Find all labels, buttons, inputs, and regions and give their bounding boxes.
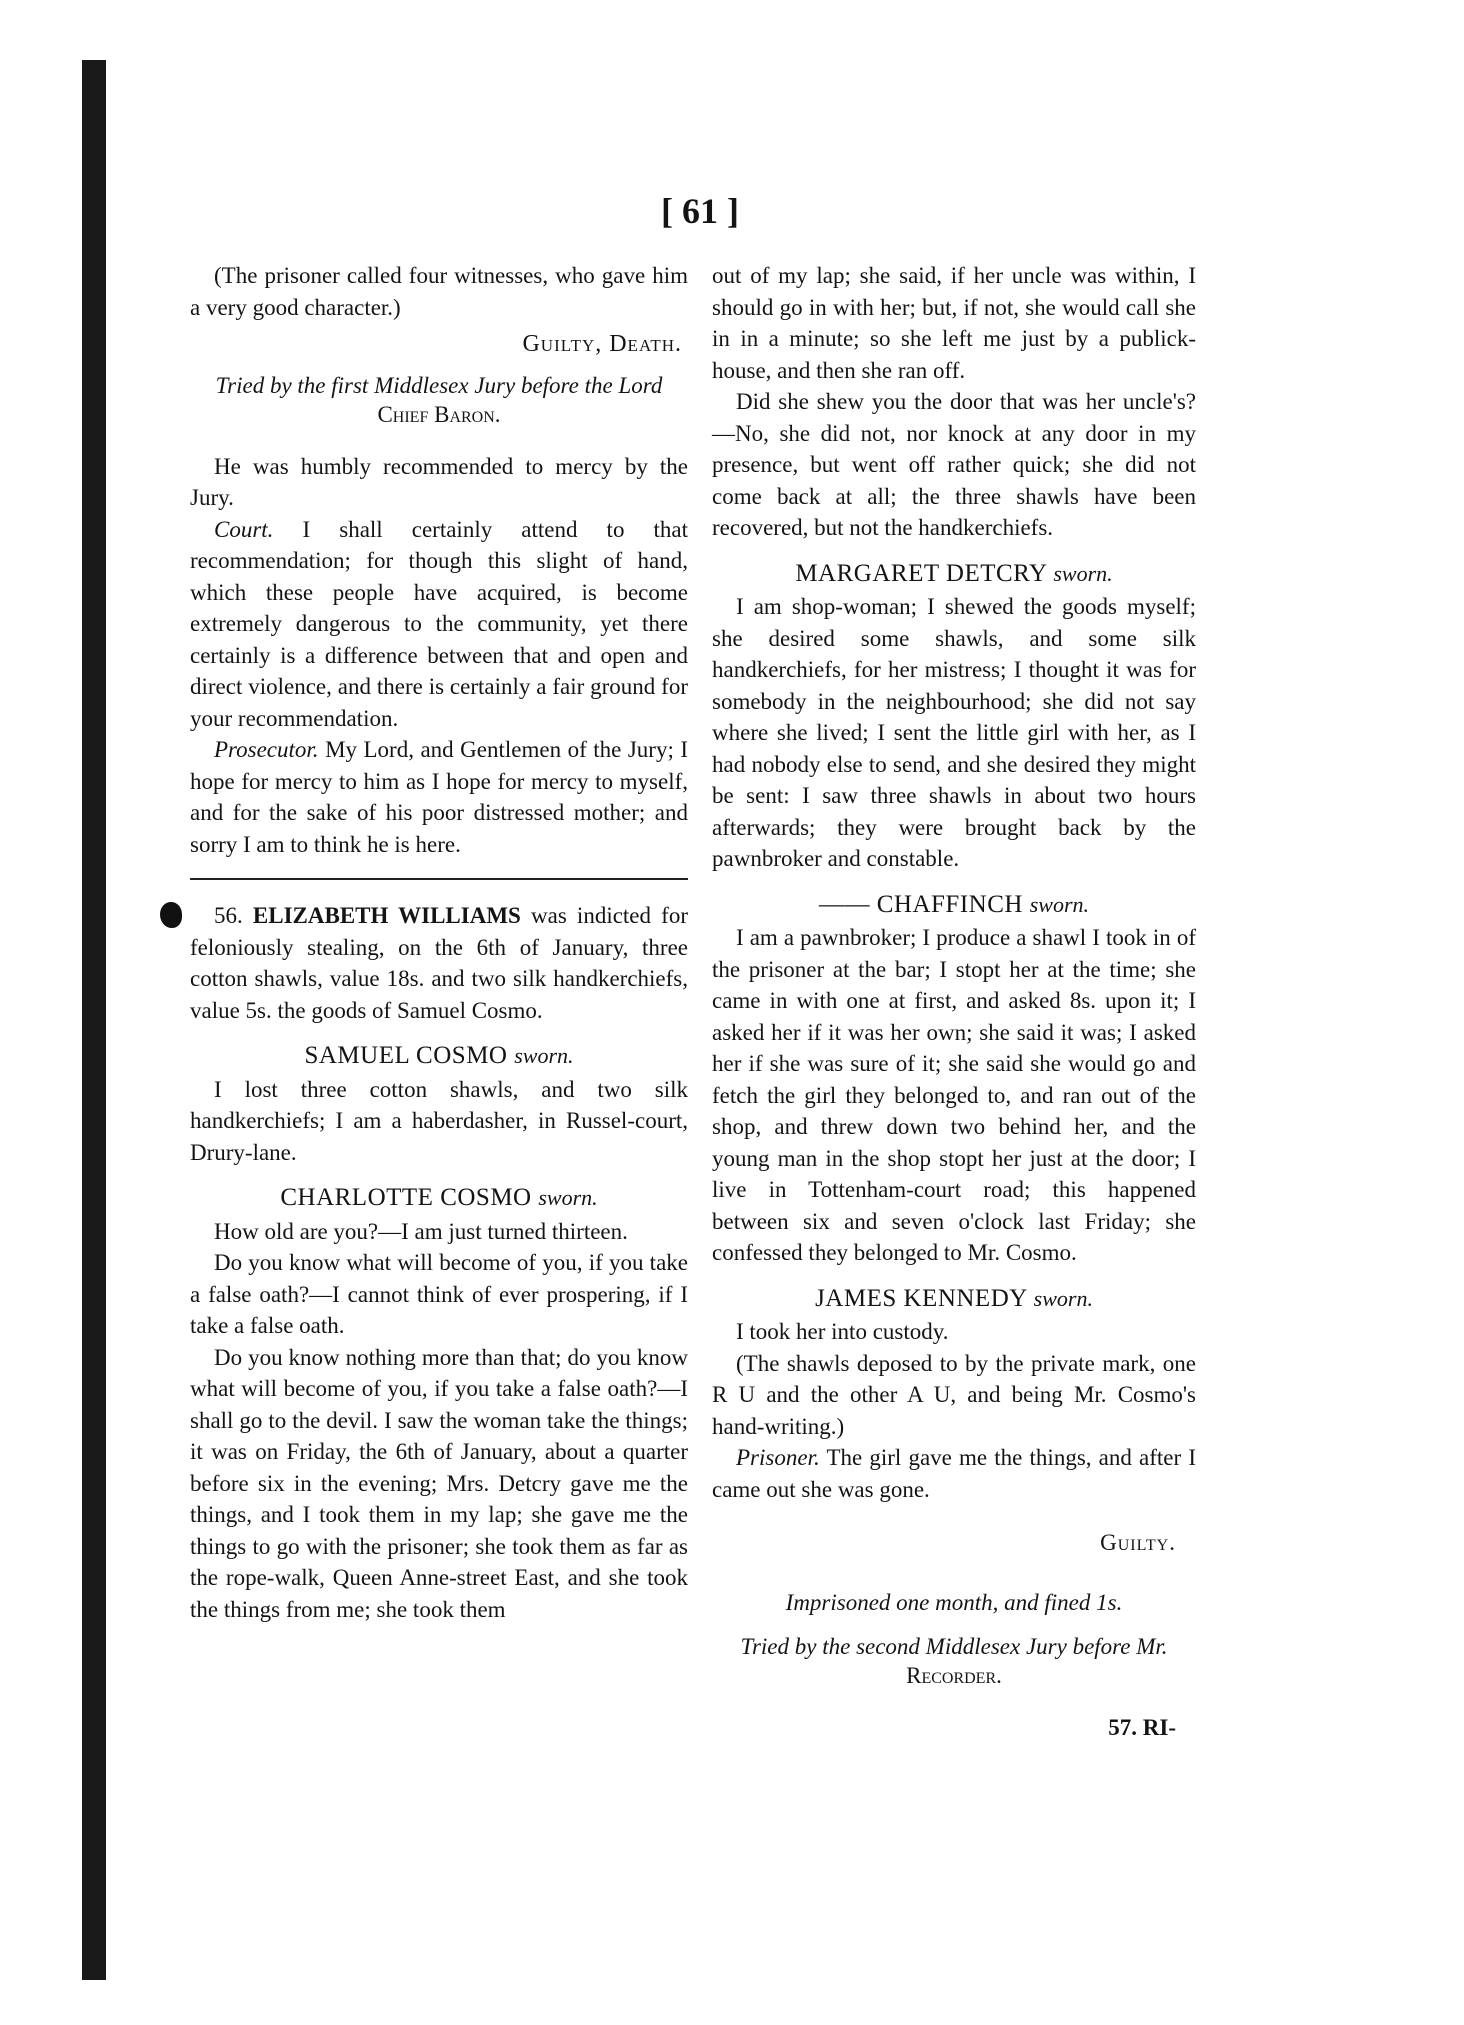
ink-blot-icon [160, 902, 182, 928]
testimony-samuel-cosmo: I lost three cotton shawls, and two silk handkerchiefs; I am a haberdasher, in Russel-court, Drury-lane. [190, 1076, 688, 1165]
witness-heading-margaret-detcry [712, 558, 1196, 590]
catchword: 57. RI- [1108, 1715, 1176, 1740]
witness-name: MARGARET DETCRY [795, 559, 1047, 587]
testimony-james-kennedy: I took her into custody. [736, 1319, 949, 1344]
prisoner-statement [712, 1442, 1196, 1505]
court-speaker: Court. [214, 516, 274, 542]
right-column [712, 260, 1196, 1744]
left-column [190, 260, 688, 1625]
case-number: 56. [214, 903, 243, 928]
prosecutor-statement [190, 734, 688, 860]
witness-note: (The prisoner called four witnesses, who gave him a very good character.) [190, 263, 688, 320]
trial-judge: Recorder. [906, 1663, 1002, 1688]
witness-heading-james-kennedy [712, 1283, 1196, 1315]
trial-note [712, 1632, 1196, 1690]
trial-note-text: Tried by the first Middlesex Jury before the Lord [215, 372, 663, 398]
witness-heading-charlotte-cosmo [190, 1182, 688, 1214]
prisoner-text: The girl gave me the things, and after I came out she was gone. [712, 1445, 1196, 1502]
sworn-label: sworn. [1029, 891, 1089, 917]
trial-note [190, 371, 688, 429]
verdict-guilty-death: Guilty, Death. [522, 331, 682, 357]
testimony-chaffinch: I am a pawnbroker; I produce a shawl I took in of the prisoner at the bar; I stopt her at the time; she came in with one at first, and asked 8s. upon it; I asked her if it was her own; she said it was; I asked her if she was sure of it; she said she would go and fetch the girl they belonged to, and ran out of the shop, and threw down two behind her, and the young man in the shop stopt her just at the door; I live in Tottenham-court road; this happened between six and seven o'clock last Friday; she confessed they belonged to Mr. Cosmo. [712, 925, 1196, 1265]
shawl-note: (The shawls deposed to by the private mark, one R U and the other A U, and being Mr. Cosmo's hand-writing.) [712, 1350, 1196, 1439]
defendant-name: ELIZABETH WILLIAMS [252, 903, 521, 928]
mercy-note: He was humbly recommended to mercy by the Jury. [190, 453, 688, 510]
page-number: [ 61 ] [661, 191, 739, 231]
trial-judge: Chief Baron. [377, 401, 501, 427]
testimony-paragraph: How old are you?—I am just turned thirteen. [214, 1218, 628, 1244]
witness-name: —— CHAFFINCH [819, 890, 1023, 918]
sworn-label: sworn. [1033, 1285, 1093, 1311]
testimony-margaret-detcry: I am shop-woman; I shewed the goods myself; she desired some shawls, and some silk handkerchiefs, for her mistress; I thought it was for somebody in the neighbourhood; she did not say where she lived; I sent the little girl with her, as I had nobody else to send, and she desired they might be sent: I saw three shawls in about two hours afterwards; they were brought back by the pawnbroker and constable. [712, 594, 1196, 871]
witness-name: CHARLOTTE COSMO [280, 1184, 532, 1211]
section-divider [190, 878, 688, 880]
sworn-label: sworn. [538, 1185, 598, 1210]
testimony-paragraph: Do you know nothing more than that; do you know what will become of you, if you take a false oath?—I shall go to the devil. I saw the woman take the things; it was on Friday, the 6th of January, about a quarter before six in the evening; Mrs. Detcry gave me the things, and I took them in my lap; she gave me the things to go with the prisoner; she took them as far as the rope-walk, Queen Anne-street East, and she took the things from me; she took them [190, 1344, 688, 1622]
prosecutor-text: My Lord, and Gentlemen of the Jury; I hope for mercy to him as I hope for mercy to myself, and for the sake of his poor distressed mother; and sorry I am to think he is here. [190, 737, 688, 857]
book-spine-shadow [82, 60, 106, 1980]
sentence: Imprisoned one month, and fined 1s. [785, 1589, 1123, 1615]
prosecutor-speaker: Prosecutor. [214, 737, 319, 762]
court-statement [190, 514, 688, 735]
court-text: I shall certainly attend to that recommendation; for though this slight of hand, which these people have acquired, is become extremely dangerous to the community, yet there certainly is a difference between that and open and direct violence, and there is certainly a fair ground for your recommendation. [190, 516, 688, 731]
testimony-continued: out of my lap; she said, if her uncle was within, I should go in with her; but, if not, she would call she in in a minute; so she left me just by a publick-house, and then she ran off. [712, 263, 1196, 383]
testimony-paragraph: Do you know what will become of you, if you take a false oath?—I cannot think of ever prospering, if I take a false oath. [190, 1250, 688, 1338]
testimony-paragraph: Did she shew you the door that was her uncle's?—No, she did not, nor knock at any door in my presence, but went off rather quick; she did not come back at all; the three shawls have been recovered, but not the handkerchiefs. [712, 389, 1196, 540]
witness-name: JAMES KENNEDY [815, 1284, 1027, 1312]
indictment-text: was indicted for feloniously stealing, on the 6th of January, three cotton shawls, value 18s. and two silk handkerchiefs, value 5s. the goods of Samuel Cosmo. [190, 903, 688, 1023]
verdict-guilty: Guilty. [1100, 1530, 1176, 1555]
sworn-label: sworn. [1053, 560, 1113, 586]
witness-heading-chaffinch [712, 889, 1196, 921]
witness-heading-samuel-cosmo [190, 1040, 688, 1072]
sworn-label: sworn. [514, 1043, 574, 1068]
witness-name: SAMUEL COSMO [304, 1042, 508, 1069]
prisoner-speaker: Prisoner. [736, 1445, 820, 1470]
trial-note-text: Tried by the second Middlesex Jury before Mr. [740, 1634, 1168, 1659]
case-heading [190, 900, 688, 1026]
